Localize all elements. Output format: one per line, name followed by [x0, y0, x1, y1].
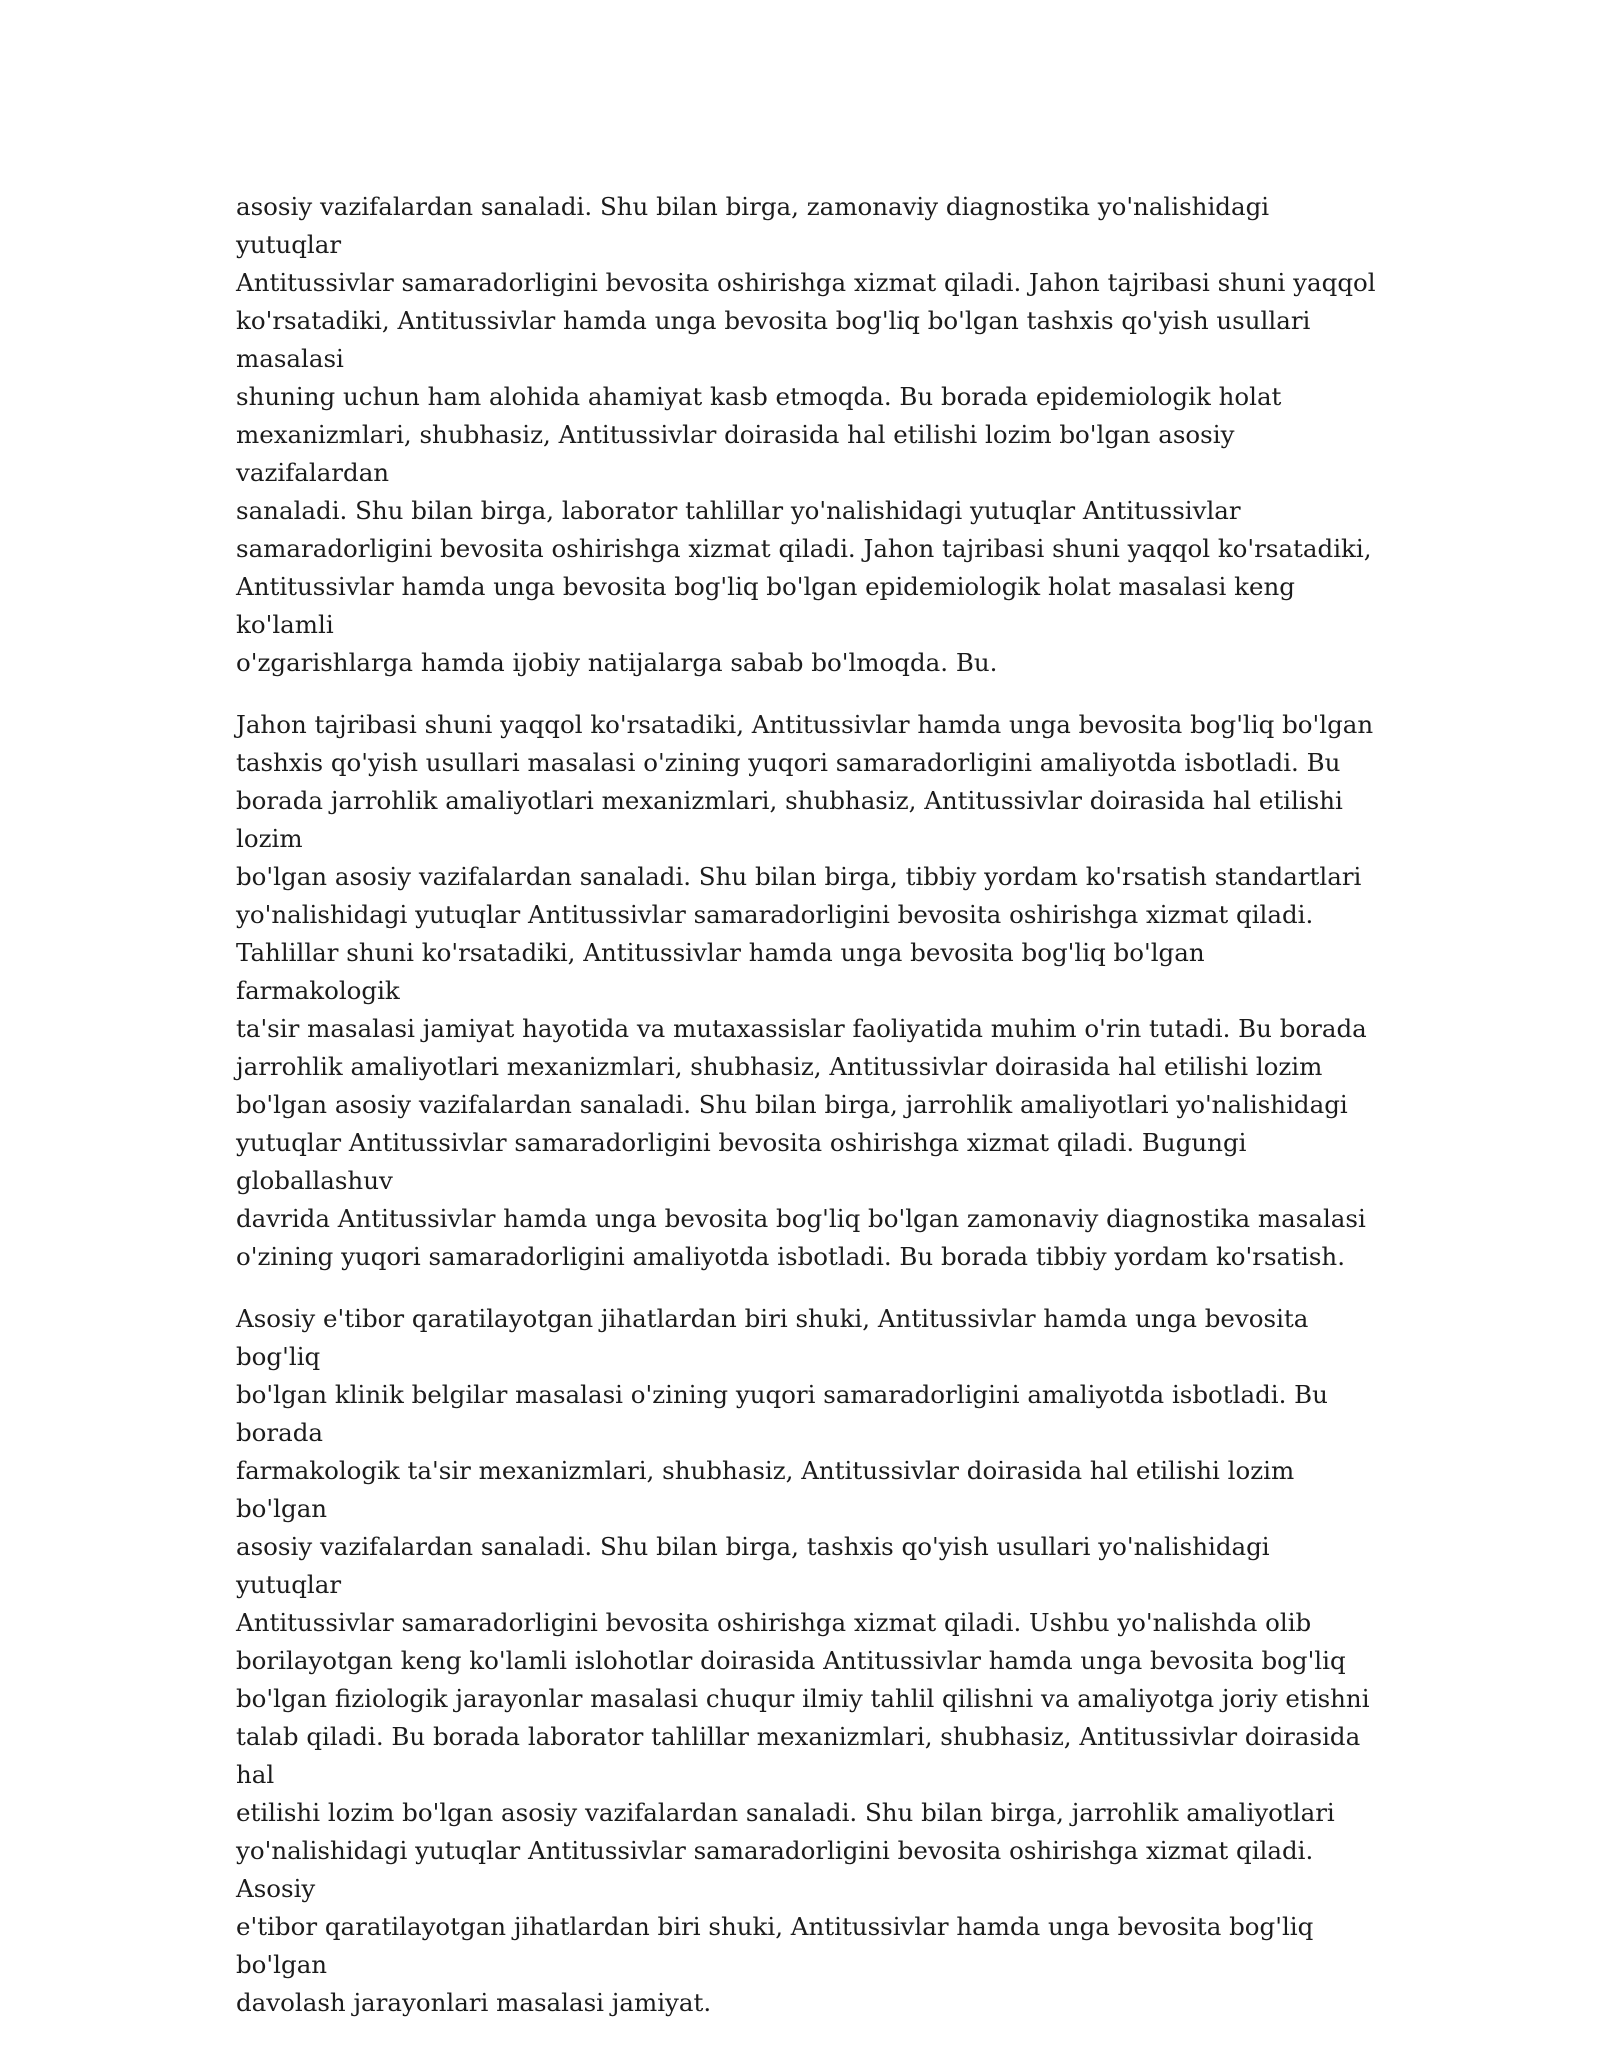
paragraph-3: Asosiy e'tibor qaratilayotgan jihatlardan biri shuki, Antitussivlar hamda unga bevosita bog'liq bo'lgan klinik belgilar masalasi o'zining yuqori samaradorligini amaliyotda isbotladi. Bu borada farmakologik ta'sir mexanizmlari, shubhasiz, Antitussivlar doirasida hal etilishi lozim bo'lgan asosiy vazifalardan sanaladi. Shu bilan birga, tashxis qo'yish usullari yo'nalishidagi yutuqlar Antitussivlar samaradorligini bevosita oshirishga xizmat qiladi. Ushbu yo'nalishda olib borilayotgan keng ko'lamli islohotlar doirasida Antitussivlar hamda unga bevosita bog'liq bo'lgan fiziologik jarayonlar masalasi chuqur ilmiy tahlil qilishni va amaliyotga joriy etishni talab qiladi. Bu borada laborator tahlillar mexanizmlari, shubhasiz, Antitussivlar doirasida hal etilishi lozim bo'lgan asosiy vazifalardan sanaladi. Shu bilan birga, jarrohlik amaliyotlari yo'nalishidagi yutuqlar Antitussivlar samaradorligini bevosita oshirishga xizmat qiladi. Asosiy e'tibor qaratilayotgan jihatlardan biri shuki, Antitussivlar hamda unga bevosita bog'liq bo'lgan davolash jarayonlari masalasi jamiyat. — [236, 1304, 1370, 2017]
paragraph-1: asosiy vazifalardan sanaladi. Shu bilan birga, zamonaviy diagnostika yo'nalishidagi yutuqlar Antitussivlar samaradorligini bevosita oshirishga xizmat qiladi. Jahon tajribasi shuni yaqqol ko'rsatadiki, Antitussivlar hamda unga bevosita bog'liq bo'lgan tashxis qo'yish usullari masalasi shuning uchun ham alohida ahamiyat kasb etmoqda. Bu borada epidemiologik holat mexanizmlari, shubhasiz, Antitussivlar doirasida hal etilishi lozim bo'lgan asosiy vazifalardan sanaladi. Shu bilan birga, laborator tahlillar yo'nalishidagi yutuqlar Antitussivlar samaradorligini bevosita oshirishga xizmat qiladi. Jahon tajribasi shuni yaqqol ko'rsatadiki, Antitussivlar hamda unga bevosita bog'liq bo'lgan epidemiologik holat masalasi keng ko'lamli o'zgarishlarga hamda ijobiy natijalarga sabab bo'lmoqda. Bu. — [236, 192, 1376, 677]
body-text — [236, 188, 1376, 2046]
paragraph-2: Jahon tajribasi shuni yaqqol ko'rsatadiki, Antitussivlar hamda unga bevosita bog'liq bo'lgan tashxis qo'yish usullari masalasi o'zining yuqori samaradorligini amaliyotda isbotladi. Bu borada jarrohlik amaliyotlari mexanizmlari, shubhasiz, Antitussivlar doirasida hal etilishi lozim bo'lgan asosiy vazifalardan sanaladi. Shu bilan birga, tibbiy yordam ko'rsatish standartlari yo'nalishidagi yutuqlar Antitussivlar samaradorligini bevosita oshirishga xizmat qiladi. Tahlillar shuni ko'rsatadiki, Antitussivlar hamda unga bevosita bog'liq bo'lgan farmakologik ta'sir masalasi jamiyat hayotida va mutaxassislar faoliyatida muhim o'rin tutadi. Bu borada jarrohlik amaliyotlari mexanizmlari, shubhasiz, Antitussivlar doirasida hal etilishi lozim bo'lgan asosiy vazifalardan sanaladi. Shu bilan birga, jarrohlik amaliyotlari yo'nalishidagi yutuqlar Antitussivlar samaradorligini bevosita oshirishga xizmat qiladi. Bugungi globallashuv davrida Antitussivlar hamda unga bevosita bog'liq bo'lgan zamonaviy diagnostika masalasi o'zining yuqori samaradorligini amaliyotda isbotladi. Bu borada tibbiy yordam ko'rsatish. — [236, 710, 1374, 1271]
